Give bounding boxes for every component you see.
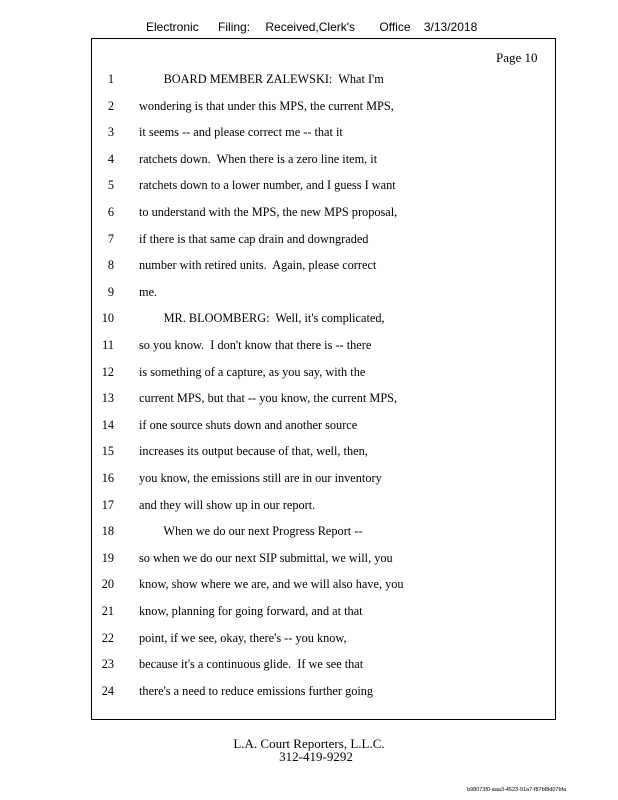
line-text: because it's a continuous glide. If we see that: [139, 657, 364, 672]
line-number: 18: [101, 524, 114, 539]
line-text: it seems -- and please correct me -- that it: [139, 125, 343, 140]
line-text: know, planning for going forward, and at that: [139, 604, 363, 618]
transcript-line: [0, 684, 618, 704]
transcript-line: [0, 524, 618, 544]
transcript-line: [0, 311, 618, 331]
transcript-line: [0, 99, 618, 119]
transcript-line: [0, 365, 618, 385]
line-number: 4: [107, 151, 114, 166]
line-number: 3: [107, 125, 114, 140]
page-number: Page 10: [496, 50, 538, 65]
line-text: you know, the emissions still are in our inventory: [139, 471, 382, 485]
transcript-line: [0, 258, 618, 278]
transcript-line: [0, 604, 618, 624]
transcript-line: [0, 471, 618, 491]
line-text: current MPS, but that -- you know, the current MPS,: [139, 391, 398, 406]
line-number: 6: [107, 205, 114, 219]
transcript-line: [0, 551, 618, 571]
line-text: and they will show up in our report.: [139, 497, 316, 512]
line-number: 11: [102, 338, 114, 352]
line-number: 24: [101, 683, 114, 698]
line-number: 1: [107, 72, 114, 86]
line-number: 5: [107, 178, 114, 193]
transcript-line: [0, 444, 618, 464]
transcript-line: [0, 125, 618, 145]
line-text: know, show where we are, and we will also have, you: [139, 577, 404, 592]
transcript-line: [0, 72, 618, 92]
line-text: point, if we see, okay, there's -- you know,: [139, 630, 347, 645]
line-number: 10: [101, 311, 114, 326]
line-number: 16: [101, 471, 114, 485]
transcript-line: [0, 338, 618, 358]
line-number: 20: [101, 577, 114, 592]
line-number: 2: [107, 98, 114, 113]
line-text: if one source shuts down and another source: [139, 417, 358, 432]
court-reporter-phone: 312-419-9292: [279, 749, 353, 764]
line-number: 22: [101, 630, 114, 645]
line-number: 9: [107, 284, 114, 299]
line-text: When we do our next Progress Report --: [139, 524, 363, 539]
line-text: is something of a capture, as you say, with the: [139, 364, 366, 379]
line-number: 23: [101, 657, 114, 672]
transcript-line: [0, 205, 618, 225]
transcript-line: [0, 285, 618, 305]
line-number: 17: [101, 497, 114, 512]
line-number: 12: [101, 364, 114, 379]
line-number: 8: [107, 258, 114, 273]
line-text: wondering is that under this MPS, the current MPS,: [139, 98, 394, 113]
line-text: to understand with the MPS, the new MPS proposal,: [139, 205, 398, 219]
line-text: me.: [139, 284, 158, 299]
transcript-line: [0, 178, 618, 198]
filing-stamp-word-office: Office: [379, 20, 411, 34]
line-text: ratchets down to a lower number, and I guess I want: [139, 178, 396, 193]
line-number: 15: [101, 444, 114, 459]
document-id: b98073f0-aaa3-4523-91a7-f87bf8d07bfa: [467, 787, 567, 793]
line-text: there's a need to reduce emissions further going: [139, 683, 374, 698]
line-text: if there is that same cap drain and downgraded: [139, 231, 369, 246]
line-text: ratchets down. When there is a zero line item, it: [139, 151, 378, 166]
line-number: 7: [107, 231, 114, 246]
line-number: 14: [101, 417, 114, 432]
transcript-line: [0, 418, 618, 438]
filing-stamp-date: 3/13/2018: [423, 20, 478, 34]
filing-stamp: [146, 20, 477, 34]
line-text: increases its output because of that, well, then,: [139, 444, 368, 459]
line-text: so when we do our next SIP submittal, we will, you: [139, 550, 393, 565]
line-number: 21: [101, 604, 114, 618]
line-text: so you know. I don't know that there is -- there: [139, 338, 372, 352]
transcript-line: [0, 152, 618, 172]
line-number: 13: [101, 391, 114, 406]
transcript-line: [0, 631, 618, 651]
filing-stamp-word-filing: Filing:: [218, 20, 251, 34]
line-text: number with retired units. Again, please correct: [139, 258, 377, 273]
transcript-line: [0, 232, 618, 252]
filing-stamp-word-electronic: Electronic: [146, 20, 199, 34]
transcript-line: [0, 498, 618, 518]
filing-stamp-word-received: Received,Clerk's: [265, 20, 356, 34]
line-number: 19: [101, 550, 114, 565]
court-reporter-name: L.A. Court Reporters, L.L.C.: [233, 736, 385, 751]
line-text: MR. BLOOMBERG: Well, it's complicated,: [139, 311, 385, 326]
transcript-line: [0, 657, 618, 677]
transcript-line: [0, 391, 618, 411]
line-text: BOARD MEMBER ZALEWSKI: What I'm: [139, 72, 384, 86]
transcript-line: [0, 577, 618, 597]
